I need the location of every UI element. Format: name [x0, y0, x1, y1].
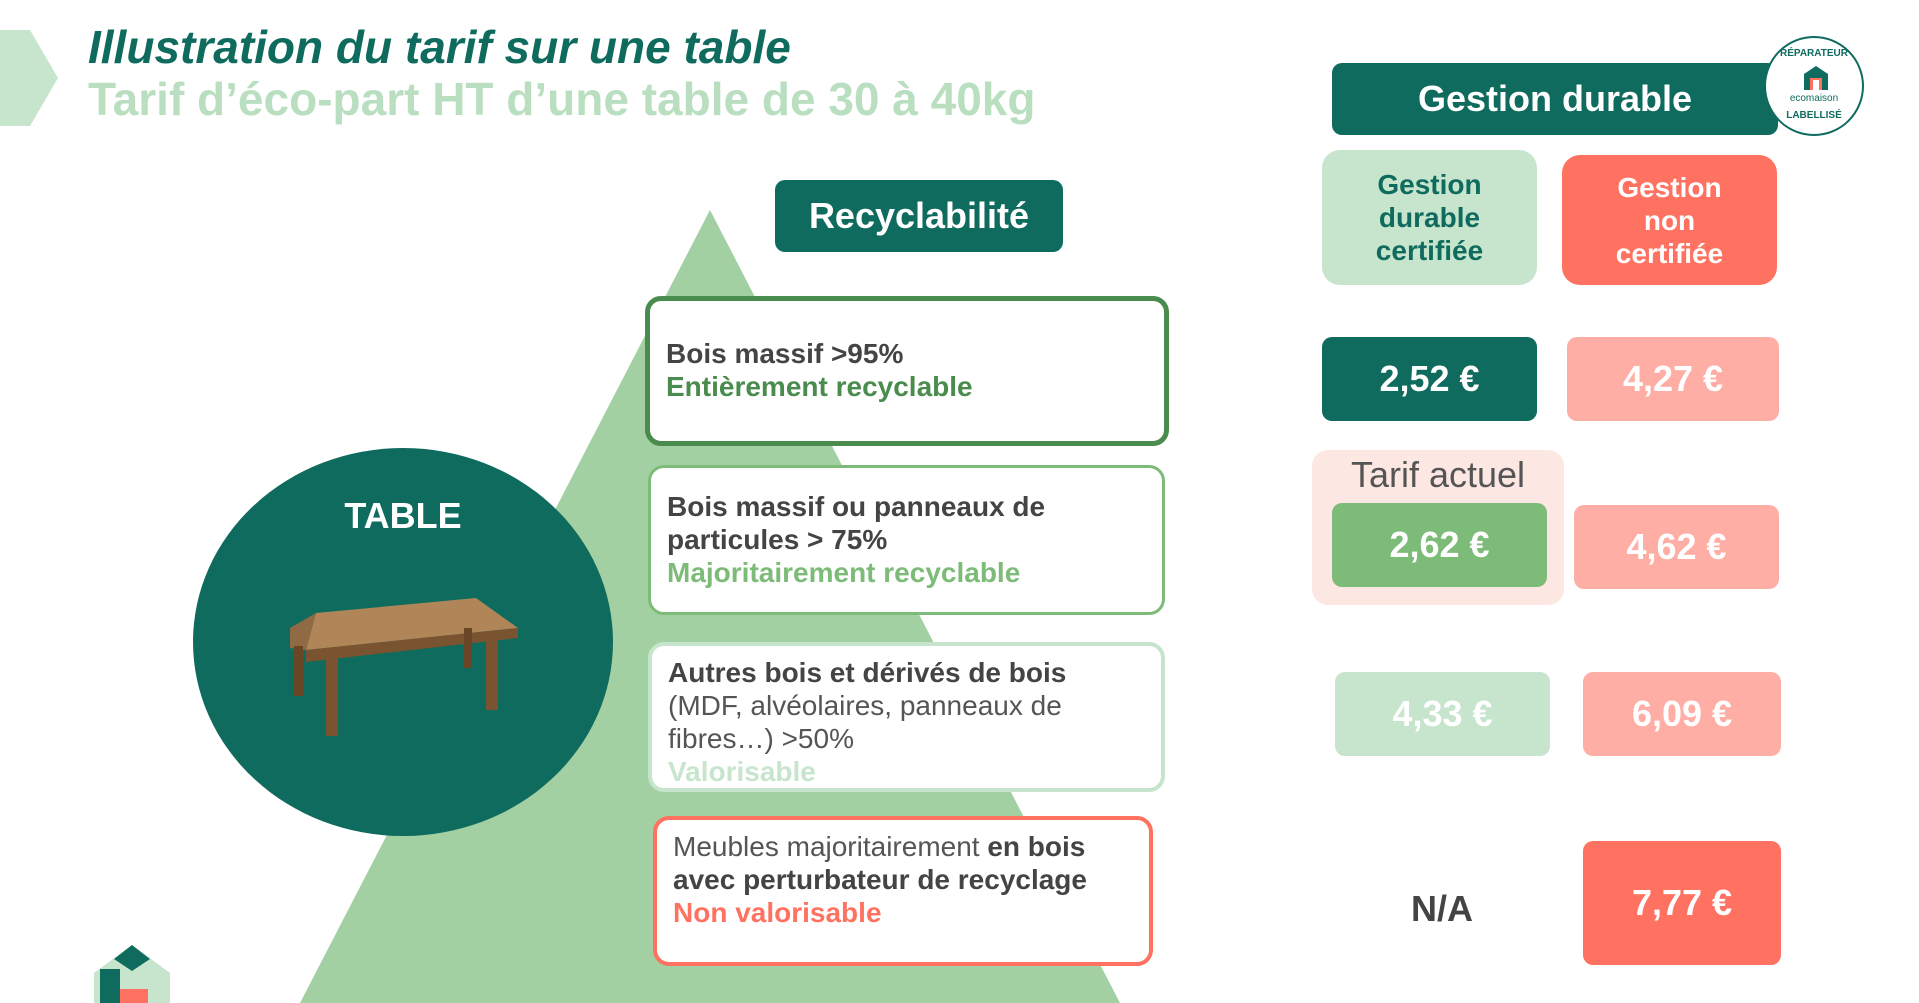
badge-brand: ecomaison — [1789, 93, 1839, 104]
badge-top-text: RÉPARATEUR — [1780, 48, 1848, 59]
price-row3-non-certified: 6,09 € — [1583, 672, 1781, 756]
col-header-certified: Gestion durable certifiée — [1322, 150, 1537, 285]
tier-box-4 — [653, 816, 1153, 966]
badge-bottom-text: LABELLISÉ — [1786, 110, 1842, 121]
tier-2-text: Bois massif ou panneaux de particules > 75% — [667, 491, 1046, 555]
page-title: Illustration du tarif sur une table — [88, 21, 791, 73]
reparateur-badge — [1764, 36, 1864, 136]
current-tariff-label: Tarif actuel — [1350, 454, 1526, 495]
tier-1-text: Bois massif >95% — [666, 338, 904, 369]
tier-3-detail: (MDF, alvéolaires, panneaux de fibres…) >50% — [668, 690, 1062, 754]
tier-4-text — [673, 830, 1133, 896]
product-label: TABLE — [344, 495, 462, 536]
tier-3-text: Autres bois et dérivés de bois — [668, 657, 1067, 688]
product-circle — [193, 448, 613, 836]
tier-4-normal: Meubles majoritairement — [673, 831, 988, 862]
price-row4-non-certified: 7,77 € — [1583, 841, 1781, 965]
recyclability-title: Recyclabilité — [775, 180, 1063, 252]
chevron-decoration-icon — [0, 30, 58, 126]
col-header-non-certified: Gestion non certifiée — [1562, 155, 1777, 285]
tier-2-status: Majoritairement recyclable — [667, 557, 1021, 588]
tier-box-2 — [648, 465, 1165, 615]
tier-box-1 — [645, 296, 1169, 446]
price-row1-non-certified: 4,27 € — [1567, 337, 1779, 421]
price-row4-certified: N/A — [1411, 888, 1473, 929]
price-row3-certified: 4,33 € — [1335, 672, 1550, 756]
ecomaison-corner-logo-icon — [92, 945, 172, 1003]
table-icon — [286, 598, 521, 738]
tier-1-status: Entièrement recyclable — [666, 371, 973, 402]
gestion-title: Gestion durable — [1332, 63, 1778, 135]
price-row1-certified: 2,52 € — [1322, 337, 1537, 421]
price-row2-certified: 2,62 € — [1332, 503, 1547, 587]
page-subtitle: Tarif d’éco-part HT d’une table de 30 à 40kg — [88, 73, 1036, 125]
tier-4-bold: en bois avec perturbateur de recyclage — [673, 831, 1087, 895]
price-row2-non-certified: 4,62 € — [1574, 505, 1779, 589]
ecomaison-logo-icon — [1803, 65, 1829, 91]
tier-3-status: Valorisable — [668, 756, 816, 787]
tier-box-3 — [648, 642, 1165, 792]
tier-4-status: Non valorisable — [673, 897, 882, 928]
